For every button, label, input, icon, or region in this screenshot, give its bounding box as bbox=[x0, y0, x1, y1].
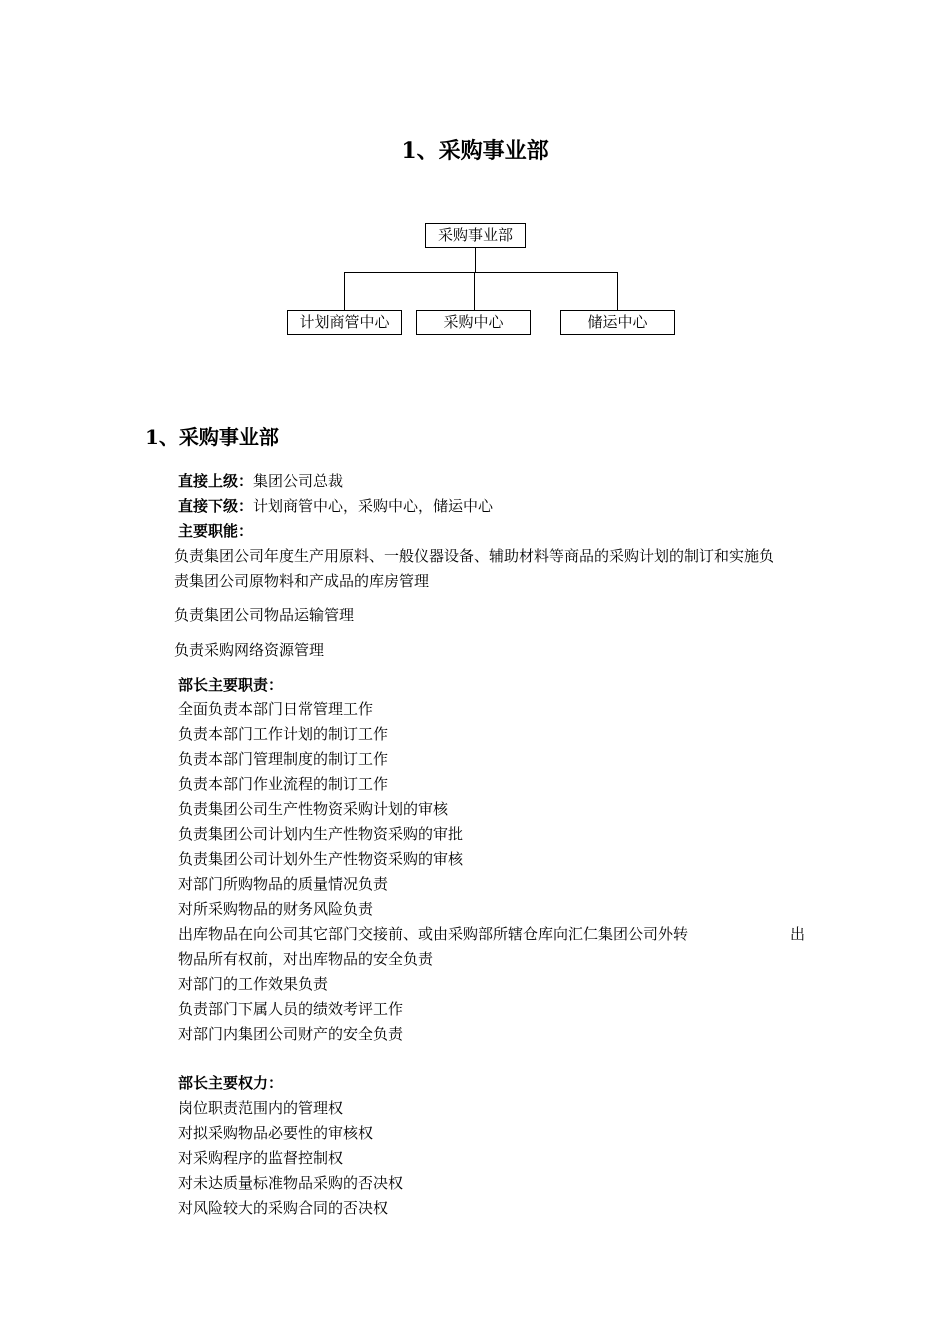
function-item: 负责采购网络资源管理 bbox=[174, 641, 325, 659]
duty-item: 对部门的工作效果负责 bbox=[178, 975, 329, 993]
duty-item: 负责部门下属人员的绩效考评工作 bbox=[178, 1000, 404, 1018]
duty-item: 全面负责本部门日常管理工作 bbox=[178, 700, 374, 718]
connector-line bbox=[344, 272, 618, 273]
functions-label: 主要职能： bbox=[178, 522, 254, 540]
connector-line bbox=[475, 248, 476, 272]
power-item: 对拟采购物品必要性的审核权 bbox=[178, 1124, 374, 1142]
duty-item: 负责本部门工作计划的制订工作 bbox=[178, 725, 389, 743]
page-title: 1、采购事业部 bbox=[401, 138, 549, 164]
duty-item: 负责本部门作业流程的制订工作 bbox=[178, 775, 389, 793]
connector-line bbox=[474, 272, 475, 310]
powers-label: 部长主要权力： bbox=[178, 1074, 284, 1092]
duty-item: 对部门内集团公司财产的安全负责 bbox=[178, 1025, 404, 1043]
power-item: 对采购程序的监督控制权 bbox=[178, 1149, 344, 1167]
org-box-root: 采购事业部 bbox=[425, 223, 526, 248]
duty-item: 出库物品在向公司其它部门交接前、或由采购部所辖仓库向汇仁集团公司外转 bbox=[178, 925, 689, 943]
section-title: 1、采购事业部 bbox=[145, 425, 279, 449]
function-item: 负责集团公司物品运输管理 bbox=[174, 606, 355, 624]
duty-item: 负责本部门管理制度的制订工作 bbox=[178, 750, 389, 768]
org-box-planning: 计划商管中心 bbox=[287, 310, 402, 335]
connector-line bbox=[344, 272, 345, 310]
subordinate-line bbox=[178, 497, 493, 515]
duty-item-continuation: 出 bbox=[790, 925, 806, 943]
power-item: 对未达质量标准物品采购的否决权 bbox=[178, 1174, 404, 1192]
power-item: 对风险较大的采购合同的否决权 bbox=[178, 1199, 389, 1217]
subordinate-value: 计划商管中心，采购中心，储运中心 bbox=[253, 497, 494, 515]
duties-label: 部长主要职责： bbox=[178, 676, 284, 694]
duty-item: 负责集团公司生产性物资采购计划的审核 bbox=[178, 800, 449, 818]
function-item: 负责集团公司年度生产用原料、一般仪器设备、辅助材料等商品的采购计划的制订和实施负 bbox=[174, 547, 775, 565]
duty-item: 负责集团公司计划外生产性物资采购的审核 bbox=[178, 850, 464, 868]
function-item: 责集团公司原物料和产成品的库房管理 bbox=[174, 572, 430, 590]
duty-item: 对所采购物品的财务风险负责 bbox=[178, 900, 374, 918]
superior-label: 直接上级： bbox=[178, 472, 254, 490]
superior-value: 集团公司总裁 bbox=[253, 472, 344, 490]
connector-line bbox=[617, 272, 618, 310]
superior-line bbox=[178, 472, 343, 490]
power-item: 岗位职责范围内的管理权 bbox=[178, 1099, 344, 1117]
org-box-purchasing: 采购中心 bbox=[416, 310, 531, 335]
duty-item: 负责集团公司计划内生产性物资采购的审批 bbox=[178, 825, 464, 843]
duty-item: 对部门所购物品的质量情况负责 bbox=[178, 875, 389, 893]
subordinate-label: 直接下级： bbox=[178, 497, 254, 515]
duty-item: 物品所有权前，对出库物品的安全负责 bbox=[178, 950, 434, 968]
org-box-logistics: 储运中心 bbox=[560, 310, 675, 335]
